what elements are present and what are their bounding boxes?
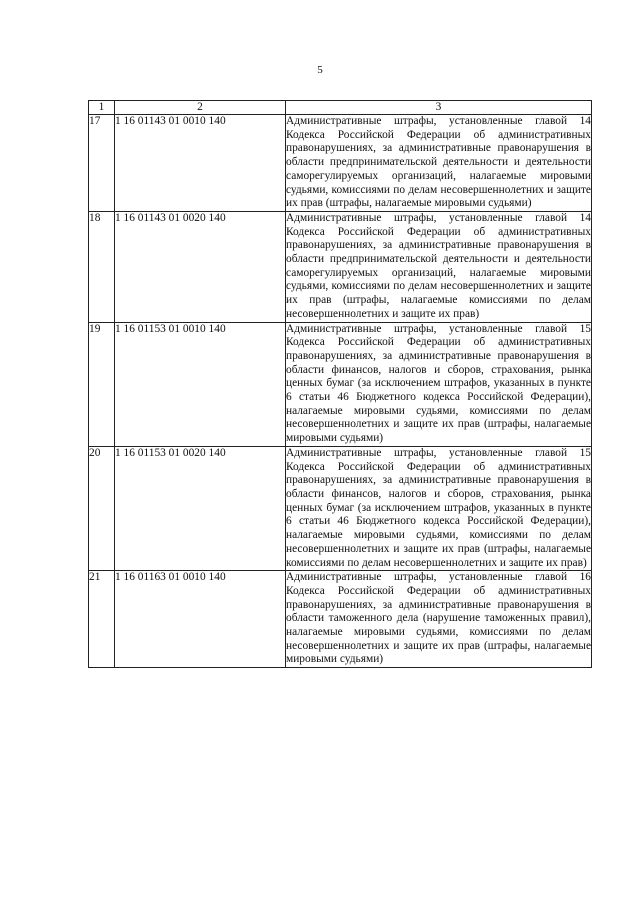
table-header-row	[89, 101, 592, 115]
budget-code: 1 16 01153 01 0020 140	[115, 446, 286, 570]
row-description: Административные штрафы, установленные главой 14 Кодекса Российской Федерации об административных правонарушениях, за административные правонарушения в области предпринимательской деятельности и деятельности саморегулируемых организаций, налагаемые мировыми судьями, комиссиями по делам несовершеннолетних и защите их прав (штрафы, налагаемые комиссиями по делам несовершеннолетних и защите их прав)	[286, 211, 592, 322]
table-row	[89, 115, 592, 212]
budget-code: 1 16 01143 01 0010 140	[115, 115, 286, 212]
table-row	[89, 446, 592, 570]
table-row	[89, 322, 592, 446]
table-row	[89, 571, 592, 668]
row-description: Административные штрафы, установленные главой 15 Кодекса Российской Федерации об административных правонарушениях, за административные правонарушения в области финансов, налогов и сборов, страхования, рынка ценных бумаг (за исключением штрафов, указанных в пункте 6 статьи 46 Бюджетного кодекса Российской Федерации), налагаемые мировыми судьями, комиссиями по делам несовершеннолетних и защите их прав (штрафы, налагаемые мировыми судьями)	[286, 322, 592, 446]
budget-code: 1 16 01163 01 0010 140	[115, 571, 286, 668]
column-header-code: 2	[115, 101, 286, 115]
budget-code: 1 16 01153 01 0010 140	[115, 322, 286, 446]
budget-code: 1 16 01143 01 0020 140	[115, 211, 286, 322]
row-description: Административные штрафы, установленные главой 16 Кодекса Российской Федерации об административных правонарушениях, за административные правонарушения в области таможенного дела (нарушение таможенных правил), налагаемые мировыми судьями, комиссиями по делам несовершеннолетних и защите их прав (штрафы, налагаемые мировыми судьями)	[286, 571, 592, 668]
column-header-description: 3	[286, 101, 592, 115]
row-description: Административные штрафы, установленные главой 14 Кодекса Российской Федерации об административных правонарушениях, за административные правонарушения в области предпринимательской деятельности и деятельности саморегулируемых организаций, налагаемые мировыми судьями, комиссиями по делам несовершеннолетних и защите их прав (штрафы, налагаемые мировыми судьями)	[286, 115, 592, 212]
row-description: Административные штрафы, установленные главой 15 Кодекса Российской Федерации об административных правонарушениях, за административные правонарушения в области финансов, налогов и сборов, страхования, рынка ценных бумаг (за исключением штрафов, указанных в пункте 6 статьи 46 Бюджетного кодекса Российской Федерации), налагаемые мировыми судьями, комиссиями по делам несовершеннолетних и защите их прав (штрафы, налагаемые комиссиями по делам несовершеннолетних и защите их прав)	[286, 446, 592, 570]
table-row	[89, 211, 592, 322]
column-header-number: 1	[89, 101, 115, 115]
row-number: 20	[89, 446, 115, 570]
page-number: 5	[317, 64, 323, 76]
row-number: 18	[89, 211, 115, 322]
row-number: 17	[89, 115, 115, 212]
row-number: 19	[89, 322, 115, 446]
row-number: 21	[89, 571, 115, 668]
budget-codes-table	[88, 100, 592, 668]
